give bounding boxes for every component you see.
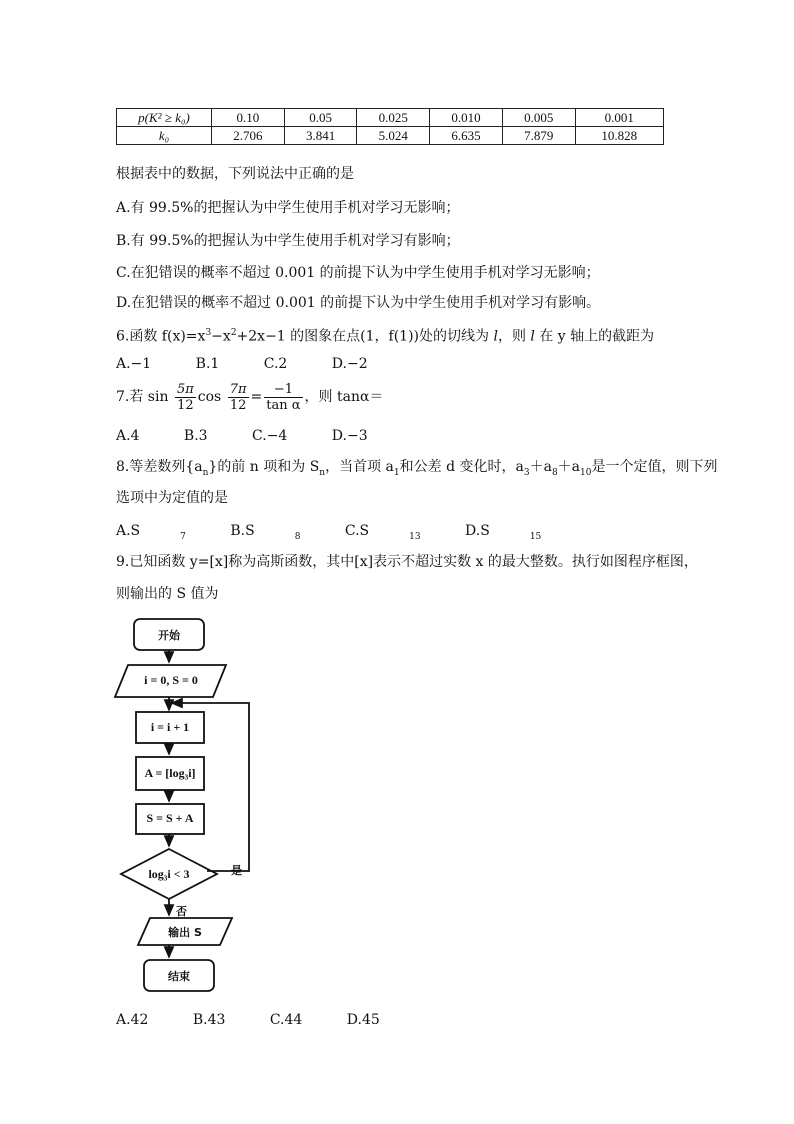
table-cell: 0.010 — [430, 109, 503, 127]
q9-stem-line2: 则输出的 S 值为 — [116, 586, 219, 602]
q6-stem-part: 6.函数 f(x)=x — [116, 328, 206, 345]
subscript: 10 — [580, 467, 592, 478]
equals-sign: = — [250, 389, 263, 405]
q6-option-b: B.1 — [195, 356, 220, 372]
flowchart-assign-label: A = [log₃i] — [144, 766, 196, 780]
table-cell: 0.005 — [502, 109, 575, 127]
q7-cos: cos — [197, 389, 222, 405]
option-text: C.S — [344, 523, 370, 539]
table-cell: 0.10 — [212, 109, 285, 127]
table-cell: 6.635 — [430, 127, 503, 145]
q9-stem-line1: 9.已知函数 y=[x]称为高斯函数，其中[x]表示不超过实数 x 的最大整数。执行如图程序框图， — [116, 554, 698, 570]
table-cell: 0.001 — [575, 109, 663, 127]
q5-option-a: A.有 99.5%的把握认为中学生使用手机对学习无影响； — [116, 200, 460, 216]
q6-option-d: D.−2 — [331, 356, 368, 372]
table-cell: 7.879 — [502, 127, 575, 145]
subscript: 7 — [180, 531, 186, 542]
q6-stem-part: 在 y 轴上的截距为 — [534, 328, 655, 345]
fraction-denominator: 12 — [229, 397, 247, 413]
exponent: 3 — [205, 328, 212, 338]
q7-option-d: D.−3 — [331, 428, 368, 444]
flowchart-start-label: 开始 — [158, 629, 180, 642]
variable-l: l — [530, 328, 535, 345]
q5-option-d: D.在犯错误的概率不超过 0.001 的前提下认为中学生使用手机对学习有影响。 — [116, 295, 601, 311]
option-text: B.S — [230, 523, 255, 539]
flowchart-end-label: 结束 — [168, 970, 190, 983]
fraction-denominator: tan α — [266, 397, 301, 413]
q7-suffix: ，则 tanα＝ — [304, 389, 384, 405]
table-cell: 0.05 — [284, 109, 357, 127]
subscript: 13 — [409, 531, 421, 542]
q6-stem-part: −x — [211, 328, 231, 345]
q9-options — [116, 1011, 420, 1029]
q9-option-b: B.43 — [192, 1012, 226, 1028]
flowchart-no-label: 否 — [176, 905, 187, 918]
flowchart-init-label: i = 0, S = 0 — [144, 673, 198, 687]
subscript: 8 — [551, 467, 558, 478]
subscript: n — [319, 467, 326, 478]
subscript: 8 — [294, 531, 301, 542]
table-row-header: p(K² ≥ k₀) — [117, 109, 212, 127]
q7-option-b: B.3 — [183, 428, 208, 444]
table-row-header: k₀ — [117, 127, 212, 145]
flowchart-yes-label: 是 — [231, 864, 242, 877]
q9-option-a: A.42 — [116, 1012, 149, 1028]
table-cell: 2.706 — [212, 127, 285, 145]
subscript: n — [202, 467, 209, 478]
q8-text: ＋a — [557, 459, 581, 475]
q5-option-b: B.有 99.5%的把握认为中学生使用手机对学习有影响； — [116, 233, 460, 249]
flowchart-condition-label: log₃i < 3 — [148, 867, 190, 881]
q8-text: 和公差 d 变化时，a — [399, 459, 524, 475]
q7-option-a: A.4 — [116, 428, 140, 444]
q8-text: }的前 n 项和为 S — [208, 459, 320, 475]
q8-text: 是一个定值，则下列 — [591, 459, 718, 475]
q5-stem: 根据表中的数据，下列说法中正确的是 — [116, 166, 354, 182]
q6-stem-part: +2x−1 的图象在点(1，f(1))处的切线为 — [236, 328, 494, 345]
q8-text: ，当首项 a — [325, 459, 394, 475]
fraction-numerator: 7π — [229, 381, 247, 397]
q9-option-d: D.45 — [346, 1012, 380, 1028]
table-cell: 10.828 — [575, 127, 663, 145]
table-cell: 5.024 — [357, 127, 430, 145]
q8-text: ＋a — [529, 459, 552, 475]
exponent: 2 — [230, 328, 237, 338]
q8-text: 8.等差数列{a — [116, 459, 203, 475]
option-text: D.S — [465, 523, 490, 539]
q7-option-c: C.−4 — [252, 428, 288, 444]
q7-prefix: 7.若 sin — [116, 389, 169, 405]
q6-option-c: C.2 — [263, 356, 288, 372]
subscript: 15 — [529, 531, 542, 542]
q5-option-c: C.在犯错误的概率不超过 0.001 的前提下认为中学生使用手机对学习无影响； — [116, 265, 600, 281]
q6-option-a: A.−1 — [116, 356, 152, 372]
flowchart-sum-label: S = S + A — [146, 811, 194, 825]
subscript: 1 — [393, 467, 400, 478]
table-cell: 3.841 — [284, 127, 357, 145]
fraction-denominator: 12 — [177, 397, 194, 413]
flowchart-output-label: 输出 S — [168, 926, 202, 939]
fraction-numerator: −1 — [264, 382, 302, 398]
subscript: 3 — [523, 467, 530, 478]
q9-option-c: C.44 — [269, 1012, 303, 1028]
q8-stem-line2: 选项中为定值的是 — [116, 490, 228, 506]
flowchart-increment-label: i = i + 1 — [150, 720, 190, 734]
variable-l: l — [493, 328, 498, 345]
option-text: A.S — [116, 523, 141, 539]
table-cell: 0.025 — [357, 109, 430, 127]
q6-stem-part: ，则 — [497, 328, 531, 345]
fraction-numerator: 5π — [176, 381, 194, 397]
